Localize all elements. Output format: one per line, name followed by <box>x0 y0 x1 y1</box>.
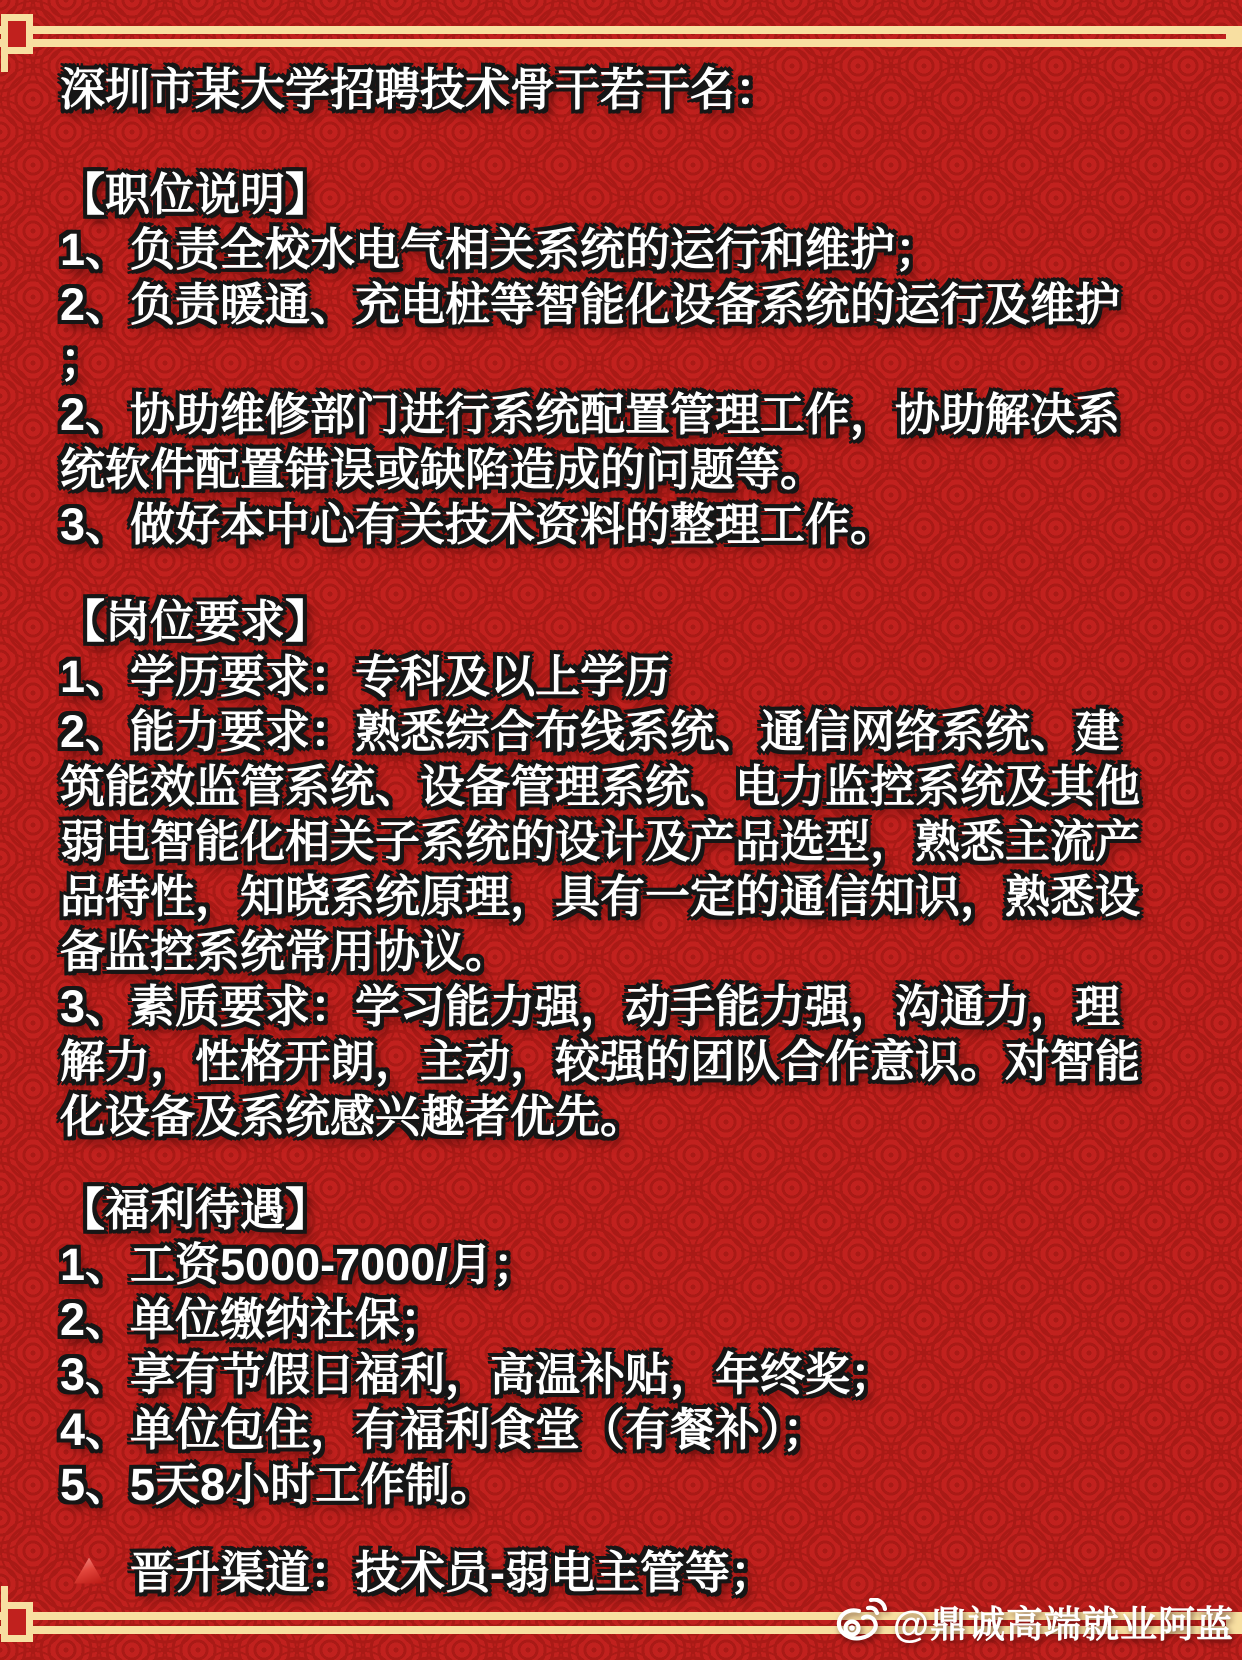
benefits-line: 5、5天8小时工作制。 <box>60 1459 496 1510</box>
promotion-line <box>60 1545 1210 1600</box>
poster-title: 深圳市某大学招聘技术骨干若干名： <box>60 64 781 115</box>
requirements-line: 1、学历要求：专科及以上学历 <box>60 651 671 702</box>
job-description-line: ； <box>60 334 106 385</box>
poster-content <box>60 62 1210 1600</box>
frame-top-line-inner <box>0 39 1242 47</box>
spacer <box>60 552 1210 594</box>
section-heading-benefits: 【福利待遇】 <box>60 1184 331 1235</box>
requirements-line: 化设备及系统感兴趣者优先。 <box>60 1091 646 1142</box>
requirements-line: 品特性，知晓系统原理，具有一定的通信知识，熟悉设 <box>60 871 1141 922</box>
watermark-handle: @鼎诚高端就业阿蓝 <box>892 1604 1234 1645</box>
spacer <box>60 1512 1210 1545</box>
weibo-icon <box>835 1598 887 1644</box>
benefits-line: 2、单位缴纳社保； <box>60 1294 446 1345</box>
job-description-line: 2、负责暖通、充电桩等智能化设备系统的运行及维护 <box>60 279 1121 330</box>
benefits-line: 4、单位包住，有福利食堂（有餐补）； <box>60 1404 828 1455</box>
frame-bottom-left-stub <box>1 1586 8 1604</box>
frame-bottom-left-knot <box>1 1602 33 1642</box>
job-description-line: 3、做好本中心有关技术资料的整理工作。 <box>60 499 896 550</box>
triangle-bullet-icon <box>74 1558 104 1584</box>
requirements-line: 2、能力要求：熟悉综合布线系统、通信网络系统、建 <box>60 706 1121 757</box>
section-heading-requirements: 【岗位要求】 <box>60 596 331 647</box>
frame-top-right-connector <box>1226 26 1242 47</box>
job-description-line: 统软件配置错误或缺陷造成的问题等。 <box>60 444 826 495</box>
frame-top-left-stub <box>1 54 8 72</box>
promotion-text: 晋升渠道：技术员-弱电主管等； <box>130 1547 775 1598</box>
requirements-line: 3、素质要求：学习能力强，动手能力强，沟通力，理 <box>60 981 1121 1032</box>
requirements-line: 筑能效监管系统、设备管理系统、电力监控系统及其他 <box>60 761 1141 812</box>
frame-top-line-outer <box>0 26 1242 34</box>
benefits-line: 3、享有节假日福利，高温补贴，年终奖； <box>60 1349 896 1400</box>
job-description-line: 1、负责全校水电气相关系统的运行和维护； <box>60 224 941 275</box>
benefits-line: 1、工资5000-7000/月； <box>60 1239 538 1290</box>
requirements-line: 备监控系统常用协议。 <box>60 926 511 977</box>
frame-top-left-knot <box>1 14 33 54</box>
spacer <box>60 117 1210 167</box>
watermark <box>835 1594 1234 1648</box>
requirements-line: 解力，性格开朗，主动，较强的团队合作意识。对智能 <box>60 1036 1141 1087</box>
requirements-line: 弱电智能化相关子系统的设计及产品选型，熟悉主流产 <box>60 816 1141 867</box>
section-heading-job-description: 【职位说明】 <box>60 169 331 220</box>
job-description-line: 2、协助维修部门进行系统配置管理工作，协助解决系 <box>60 389 1121 440</box>
spacer <box>60 1144 1210 1182</box>
